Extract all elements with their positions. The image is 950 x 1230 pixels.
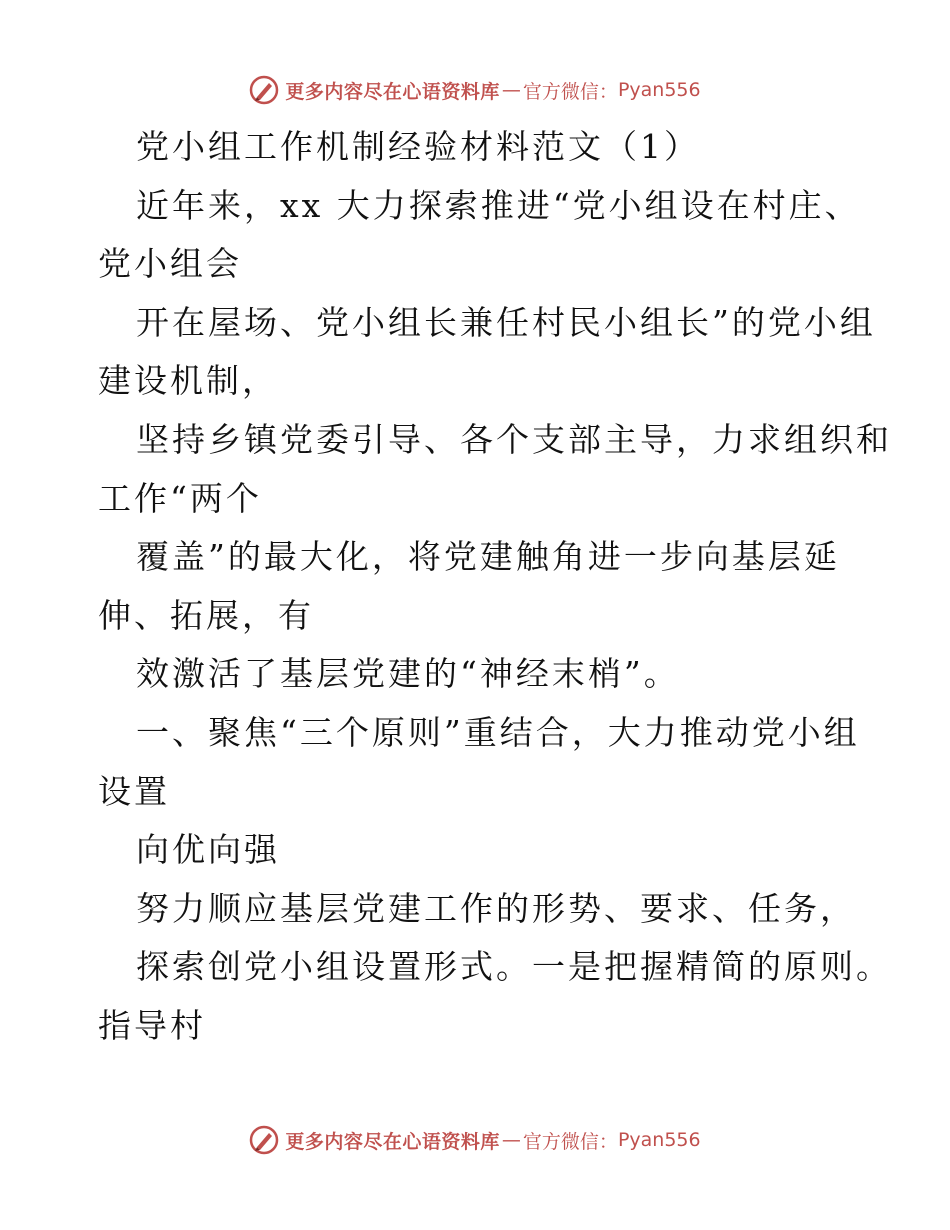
paragraph-line: 探索创党小组设置形式。一是把握精简的原则。 bbox=[136, 947, 892, 987]
banner-dash: — bbox=[501, 79, 521, 101]
paragraph-line: 效激活了基层党建的“神经末梢”。 bbox=[136, 654, 680, 694]
banner-official-label: 官方微信： bbox=[522, 80, 618, 103]
banner-official-label: 官方微信： bbox=[522, 1130, 618, 1153]
paragraph-line: 覆盖”的最大化，将党建触角进一步向基层延 bbox=[136, 537, 840, 577]
paragraph-line: 努力顺应基层党建工作的形势、要求、任务， bbox=[136, 888, 856, 928]
document-title: 党小组工作机制经验材料范文（1） bbox=[136, 127, 700, 166]
paragraph-line: 指导村 bbox=[98, 1005, 206, 1045]
paragraph-line: 工作“两个 bbox=[98, 478, 262, 518]
banner-brand-text: 更多内容尽在心语资料库 bbox=[285, 1130, 500, 1153]
footer-banner bbox=[0, 1120, 950, 1160]
section-heading: 设置 bbox=[98, 771, 170, 811]
paragraph-line: 向优向强 bbox=[136, 830, 280, 870]
document-body bbox=[98, 118, 892, 1056]
paragraph-line: 开在屋场、党小组长兼任村民小组长”的党小组 bbox=[136, 302, 876, 342]
banner-dash: — bbox=[501, 1129, 521, 1151]
paragraph-line: 建设机制， bbox=[98, 361, 278, 401]
paragraph-line: 坚持乡镇党委引导、各个支部主导，力求组织和 bbox=[136, 419, 892, 459]
pen-logo-icon bbox=[249, 1125, 279, 1155]
banner-brand-text: 更多内容尽在心语资料库 bbox=[285, 80, 500, 103]
section-heading: 一、聚焦“三个原则”重结合，大力推动党小组 bbox=[136, 712, 860, 752]
paragraph-line: 党小组会 bbox=[98, 244, 242, 284]
paragraph-line: 近年来，xx 大力探索推进“党小组设在村庄、 bbox=[136, 185, 861, 225]
header-banner bbox=[0, 70, 950, 110]
banner-wechat-id: Pyan556 bbox=[617, 79, 701, 101]
pen-logo-icon bbox=[249, 75, 279, 105]
banner-wechat-id: Pyan556 bbox=[617, 1129, 701, 1151]
paragraph-line: 伸、拓展，有 bbox=[98, 595, 314, 635]
